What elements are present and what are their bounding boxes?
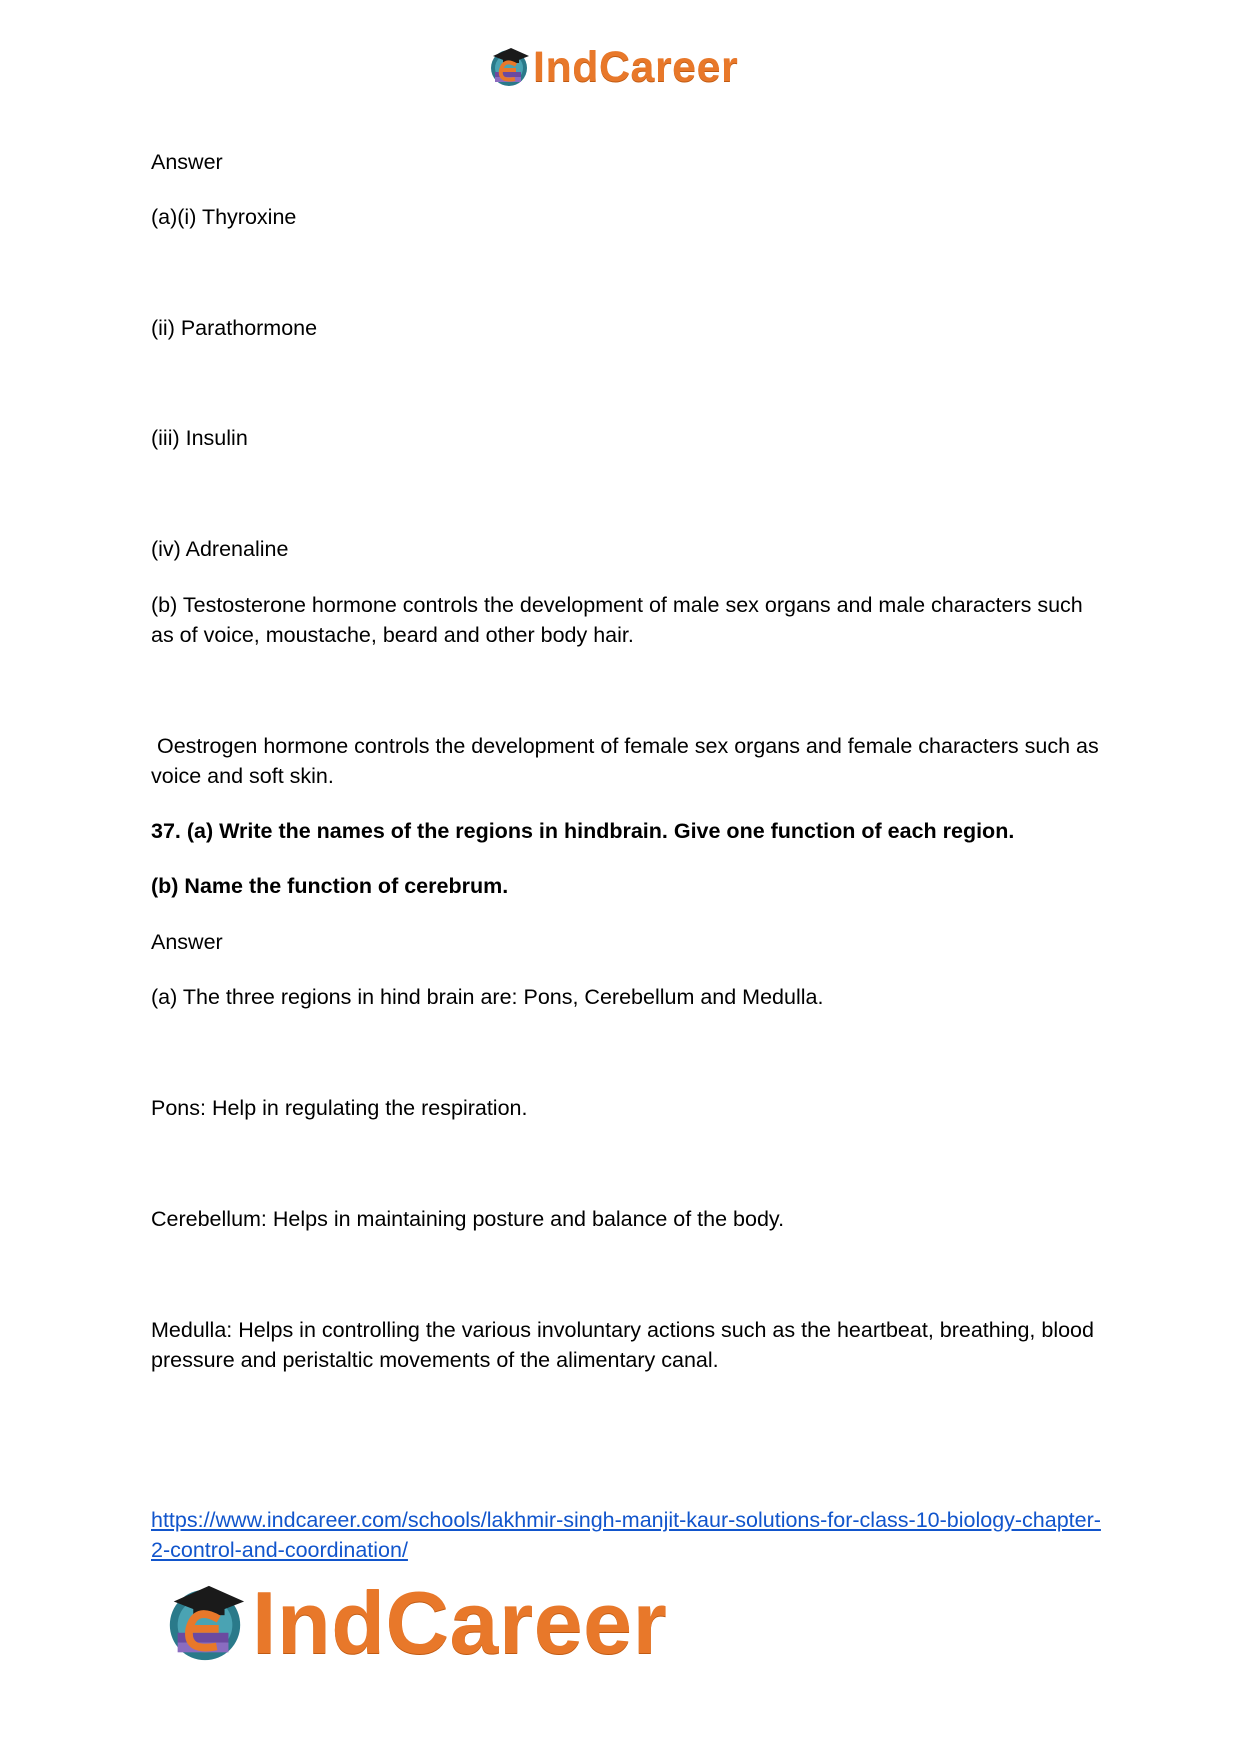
indcareer-emblem-icon [162,1578,248,1668]
answer-cerebellum: Cerebellum: Helps in maintaining posture and balance of the body. [151,1207,785,1231]
answer-label-2: Answer [151,930,223,954]
answer-pons: Pons: Help in regulating the respiration. [151,1096,528,1120]
answer-b-oestrogen: Oestrogen hormone controls the development of female sex organs and female characters such as voice and soft skin. [151,734,1105,788]
footer-logo [162,1573,668,1672]
answer-label-1: Answer [151,150,223,174]
answer-a-iii: (iii) Insulin [151,426,248,450]
answer-a-ii: (ii) Parathormone [151,316,318,340]
answer-37-a: (a) The three regions in hind brain are: Pons, Cerebellum and Medulla. [151,985,824,1009]
answer-medulla: Medulla: Helps in controlling the various involuntary actions such as the heartbeat, breathing, blood pressure and peristaltic movements of the alimentary canal. [151,1318,1094,1372]
answer-a-i: (a)(i) Thyroxine [151,205,297,229]
source-url-link[interactable]: https://www.indcareer.com/schools/lakhmir-singh-manjit-kaur-solutions-for-class-10-biology-chapter-2-control-and-coordination/ [151,1508,1101,1562]
header-logo [487,44,738,90]
footer-logo-text: IndCareer [252,1573,668,1672]
question-37-a: 37. (a) Write the names of the regions in hindbrain. Give one function of each region. [151,819,1015,843]
question-37-b: (b) Name the function of cerebrum. [151,874,509,898]
indcareer-emblem-icon [487,44,531,90]
answer-b-testosterone: (b) Testosterone hormone controls the development of male sex organs and male characters such as of voice, moustache, beard and other body hair. [151,593,1083,647]
answer-a-iv: (iv) Adrenaline [151,537,289,561]
header-logo-text: IndCareer [533,42,739,91]
